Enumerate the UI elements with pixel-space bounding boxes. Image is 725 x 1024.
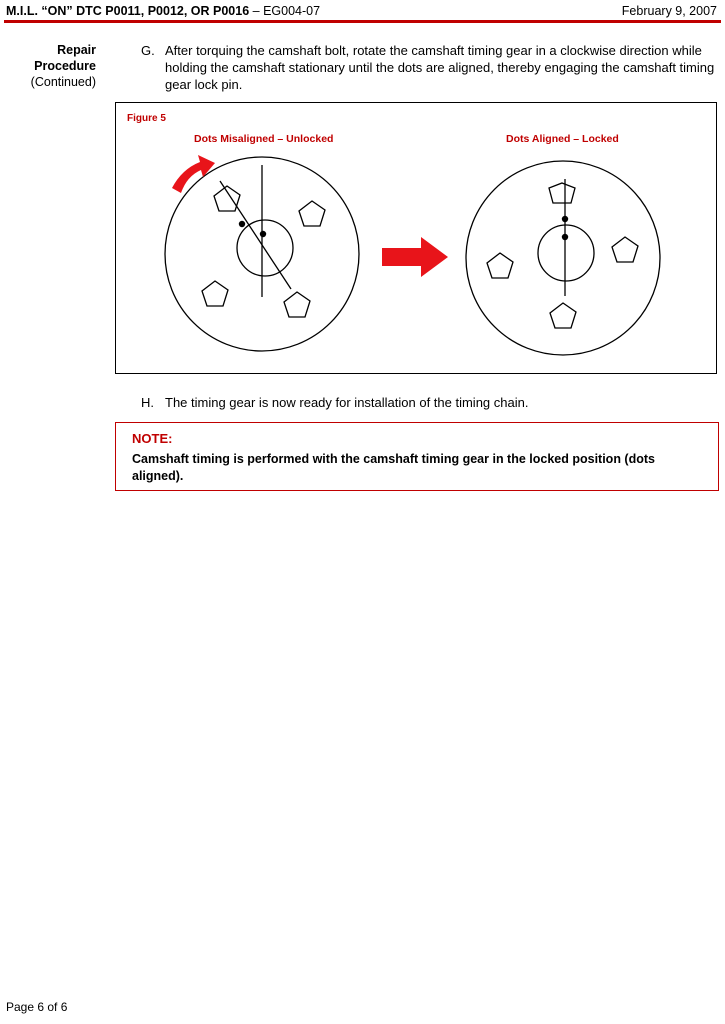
section-heading-line1: Repair [57,43,96,57]
header-rule [4,20,721,23]
title-bold: M.I.L. “ON” DTC P0011, P0012, OR P0016 [6,4,250,18]
camshaft-dot [562,234,568,240]
page-number: Page 6 of 6 [6,1000,68,1014]
figure-label: Figure 5 [127,113,166,124]
step-letter: H. [141,395,154,410]
section-heading-line3: (Continued) [30,75,96,89]
step-text: The timing gear is now ready for installation of the timing chain. [165,395,529,410]
gear-locked [466,161,660,355]
bolt-hole-2 [299,201,325,226]
note-title: NOTE: [132,431,173,446]
gear-dot [239,221,245,227]
bolt-hole-4 [550,303,576,328]
gear-outer-circle [466,161,660,355]
bolt-hole-3 [202,281,228,306]
note-text: Camshaft timing is performed with the camshaft timing gear in the locked position (dots aligned). [132,452,655,483]
figure-5 [115,102,717,374]
camshaft-dot [260,231,266,237]
gear-unlocked [165,157,359,351]
camshaft-hub-circle [538,225,594,281]
document-title [6,4,320,18]
gear-dot [562,216,568,222]
title-rest: – EG004-07 [249,4,321,18]
note-box [115,422,719,491]
step-text: After torquing the camshaft bolt, rotate the camshaft timing gear in a clockwise direction while holding the camshaft stationary until the dots are aligned, thereby engaging the camshaft timing gear lock pin. [165,43,715,92]
section-heading [10,42,96,90]
step-letter: G. [141,43,155,58]
right-arrow-icon [382,237,448,277]
bolt-hole-1 [549,183,575,203]
clockwise-rotation-arrow-icon [172,155,215,193]
page-header [0,0,725,24]
caption-misaligned: Dots Misaligned – Unlocked [194,133,334,145]
bolt-hole-1 [214,186,240,211]
gear-diagram [116,103,716,373]
document-date: February 9, 2007 [621,4,717,18]
camshaft-hub-circle [237,220,293,276]
bolt-hole-4 [284,292,310,317]
bolt-hole-3 [612,237,638,262]
section-heading-line2: Procedure [34,59,96,73]
caption-aligned: Dots Aligned – Locked [506,133,619,145]
bolt-hole-2 [487,253,513,278]
gear-mark-line [220,181,291,289]
